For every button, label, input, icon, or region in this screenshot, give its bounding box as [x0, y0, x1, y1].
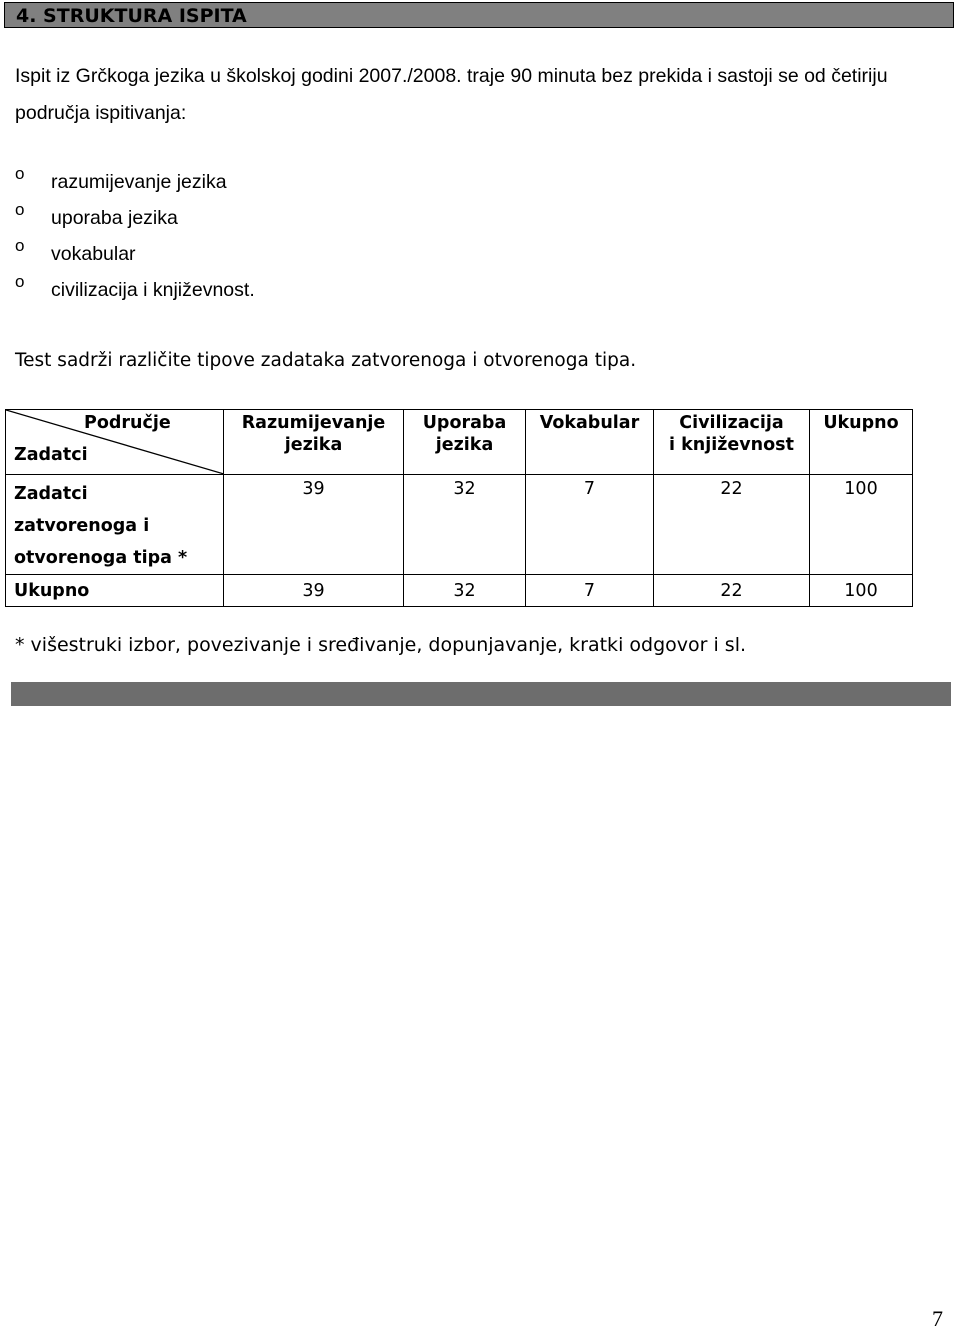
section-header-bar — [4, 2, 954, 28]
corner-column-label: Područje — [84, 413, 171, 433]
table-cell: 39 — [224, 575, 404, 607]
total-label: Ukupno — [6, 575, 224, 607]
list-item — [15, 200, 255, 236]
table-cell: 39 — [224, 475, 404, 575]
bullet-icon: o — [15, 272, 25, 291]
column-header: Civilizacija i književnost — [654, 410, 810, 475]
exam-structure-table — [5, 409, 913, 607]
bullet-icon: o — [15, 200, 25, 219]
table-cell: 22 — [654, 475, 810, 575]
list-item — [15, 272, 255, 308]
bullet-icon: o — [15, 236, 25, 255]
test-description: Test sadrži različite tipove zadataka zatvorenoga i otvorenoga tipa. — [15, 350, 637, 371]
list-item — [15, 164, 255, 200]
list-item — [15, 236, 255, 272]
column-header: Uporaba jezika — [404, 410, 526, 475]
section-title: 4. STRUKTURA ISPITA — [16, 5, 247, 27]
table-cell: 100 — [810, 475, 913, 575]
table-cell: 7 — [526, 475, 654, 575]
list-item-label: razumijevanje jezika — [51, 171, 227, 193]
list-item-label: civilizacija i književnost. — [51, 279, 255, 301]
row-label: Zadatci zatvorenoga i otvorenoga tipa * — [6, 475, 224, 575]
column-header: Vokabular — [526, 410, 654, 475]
table-cell: 32 — [404, 475, 526, 575]
table-total-row — [6, 575, 913, 607]
table-cell: 32 — [404, 575, 526, 607]
table-row — [6, 475, 913, 575]
table-cell: 100 — [810, 575, 913, 607]
column-header: Ukupno — [810, 410, 913, 475]
list-item-label: uporaba jezika — [51, 207, 178, 229]
table-header-row — [6, 410, 913, 475]
table-cell: 22 — [654, 575, 810, 607]
page-number: 7 — [932, 1306, 943, 1331]
divider-bar — [11, 682, 951, 706]
corner-cell — [6, 410, 224, 475]
exam-areas-list — [15, 164, 255, 308]
intro-paragraph: Ispit iz Grčkoga jezika u školskoj godini 2007./2008. traje 90 minuta bez prekida i sastoji se od četiriju područja ispitivanja: — [15, 65, 888, 124]
footnote: * višestruki izbor, povezivanje i sređivanje, dopunjavanje, kratki odgovor i sl. — [15, 634, 747, 656]
table-cell: 7 — [526, 575, 654, 607]
corner-row-label: Zadatci — [14, 445, 88, 465]
column-header: Razumijevanje jezika — [224, 410, 404, 475]
list-item-label: vokabular — [51, 243, 136, 265]
bullet-icon: o — [15, 164, 25, 183]
